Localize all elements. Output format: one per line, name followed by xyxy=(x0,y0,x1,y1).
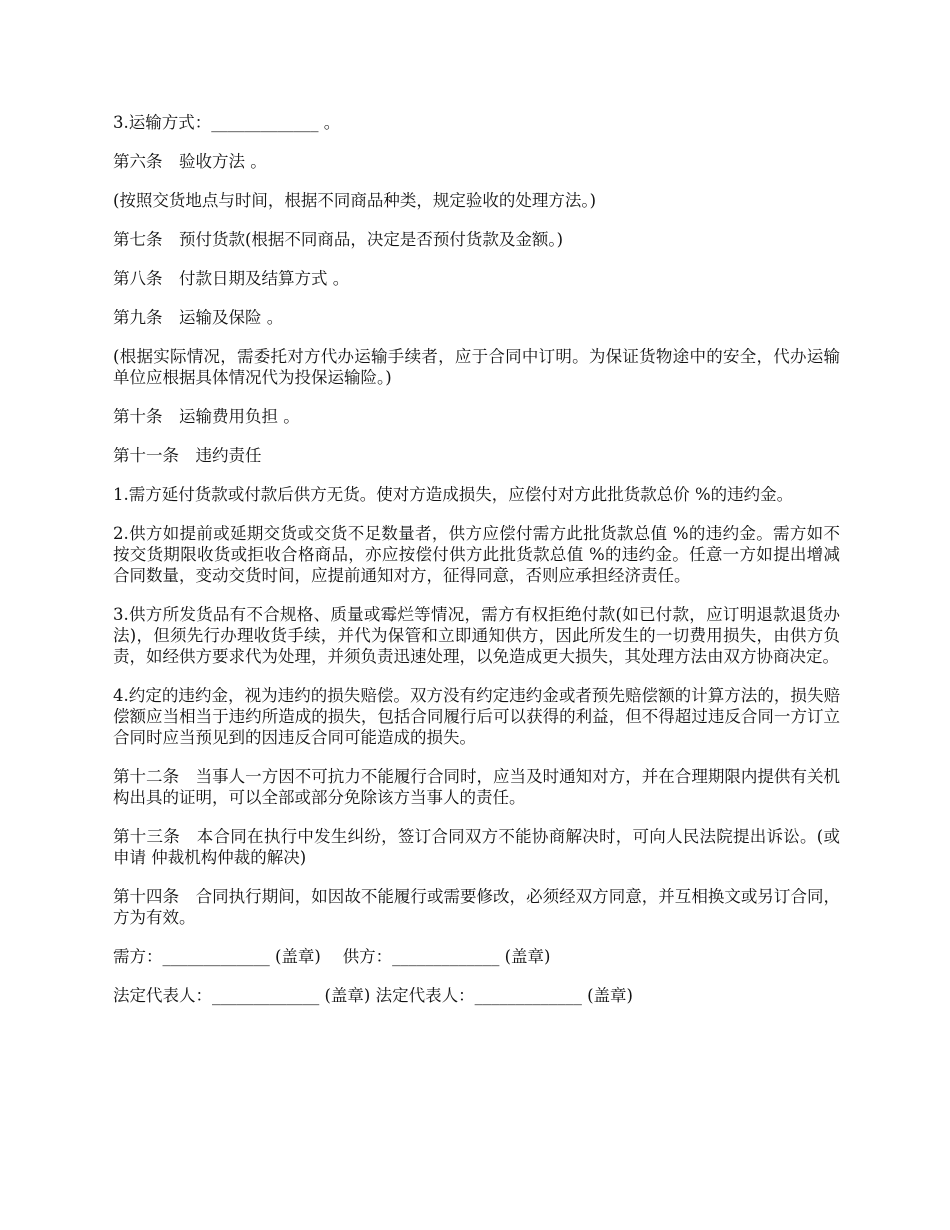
article-14: 第十四条 合同执行期间，如因故不能履行或需要修改，必须经双方同意，并互相换文或另订合同，方为有效。 xyxy=(113,887,840,927)
article-11-heading: 第十一条 违约责任 xyxy=(113,446,262,465)
document-page xyxy=(113,112,840,1024)
article-12: 第十二条 当事人一方因不可抗力不能履行合同时，应当及时通知对方，并在合理期限内提供有关机构出具的证明，可以全部或部分免除该方当事人的责任。 xyxy=(113,767,840,807)
article-7-heading: 第七条 预付货款(根据不同商品，决定是否预付货款及金额。) xyxy=(113,230,564,249)
article-11-item-1: 1.需方延付货款或付款后供方无货。使对方造成损失，应偿付对方此批货款总价 %的违约金。 xyxy=(113,485,794,504)
signature-parties: 需方：_____________ (盖章) 供方：_____________ (盖章) xyxy=(113,947,551,966)
article-9-heading: 第九条 运输及保险 。 xyxy=(113,308,284,327)
clause-transport-method: 3.运输方式：_____________ 。 xyxy=(113,113,341,132)
article-10-heading: 第十条 运输费用负担 。 xyxy=(113,407,300,426)
signature-representatives: 法定代表人：_____________ (盖章) 法定代表人：_____________ (盖章) xyxy=(113,986,633,1005)
article-11-item-3: 3.供方所发货品有不合规格、质量或霉烂等情况，需方有权拒绝付款(如已付款，应订明退款退货办法)，但须先行办理收货手续，并代为保管和立即通知供方，因此所发生的一切费用损失，由供方负责，如经供方要求代为处理，并须负责迅速处理，以免造成更大损失，其处理方法由双方协商决定。 xyxy=(113,605,840,666)
article-6-note: (按照交货地点与时间，根据不同商品种类，规定验收的处理方法。) xyxy=(113,191,597,210)
article-8-heading: 第八条 付款日期及结算方式 。 xyxy=(113,269,350,288)
article-11-item-2: 2.供方如提前或延期交货或交货不足数量者，供方应偿付需方此批货款总值 %的违约金。需方如不按交货期限收货或拒收合格商品，亦应按偿付供方此批货款总值 %的违约金。任意一方如提出增减合同数量，变动交货时间，应提前通知对方，征得同意，否则应承担经济责任。 xyxy=(113,524,840,585)
article-9-note: (根据实际情况，需委托对方代办运输手续者，应于合同中订明。为保证货物途中的安全，代办运输单位应根据具体情况代为投保运输险。) xyxy=(113,347,840,387)
article-11-item-4: 4.约定的违约金，视为违约的损失赔偿。双方没有约定违约金或者预先赔偿额的计算方法的，损失赔偿额应当相当于违约所造成的损失，包括合同履行后可以获得的利益，但不得超过违反合同一方订立合同时应当预见到的因违反合同可能造成的损失。 xyxy=(113,686,840,747)
article-13: 第十三条 本合同在执行中发生纠纷，签订合同双方不能协商解决时，可向人民法院提出诉讼。(或申请 仲裁机构仲裁的解决) xyxy=(113,827,840,867)
article-6-heading: 第六条 验收方法 。 xyxy=(113,152,267,171)
